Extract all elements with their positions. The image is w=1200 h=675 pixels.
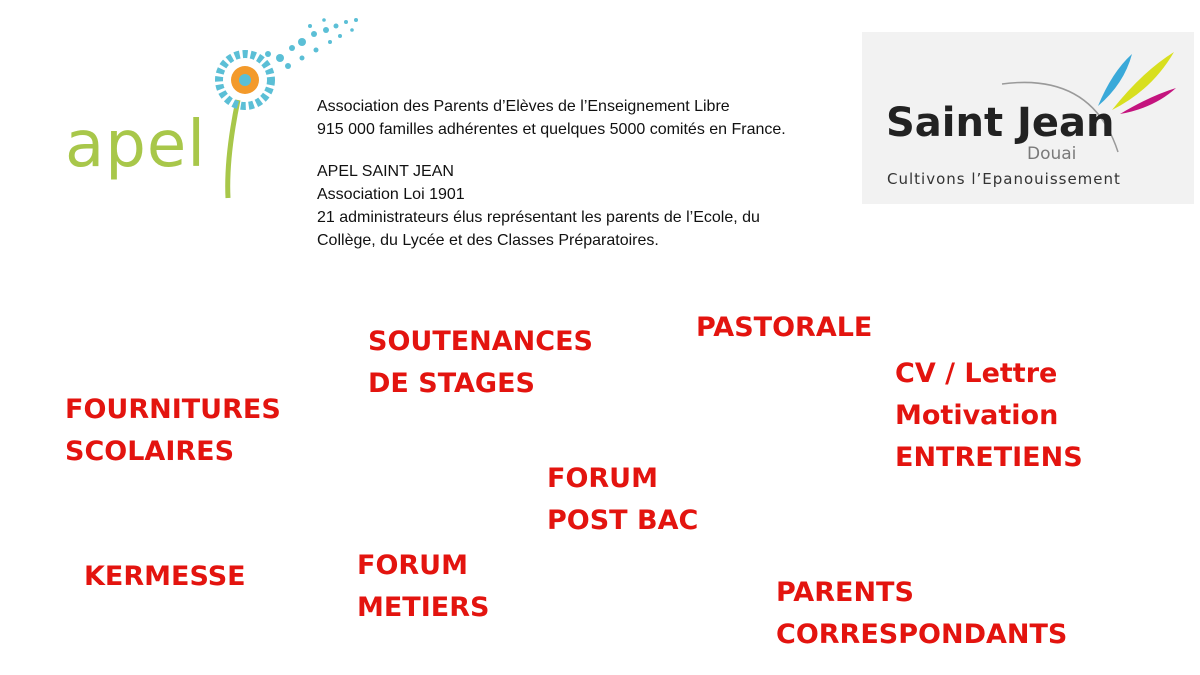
- saint-jean-wordmark: Saint Jean: [886, 100, 1115, 146]
- activity-forum-post-bac: [547, 458, 698, 542]
- activity-parents-correspondants: [776, 572, 1067, 656]
- activity-line: METIERS: [357, 592, 490, 623]
- intro-line: Association des Parents d’Elèves de l’Enseignement Libre: [317, 98, 730, 115]
- activity-soutenances: [368, 321, 593, 405]
- activity-line: SOUTENANCES: [368, 326, 593, 357]
- activity-line: FORUM: [357, 550, 468, 581]
- activity-line: DE STAGES: [368, 368, 535, 399]
- saint-jean-city: Douai: [1027, 144, 1077, 164]
- intro-line: 915 000 familles adhérentes et quelques 5000 comités en France.: [317, 121, 786, 138]
- activity-line: CV / Lettre: [895, 358, 1058, 389]
- activity-kermesse: [84, 556, 246, 598]
- activity-cv-motivation: [895, 353, 1083, 479]
- activity-fournitures: [65, 389, 281, 473]
- saint-jean-tagline: Cultivons l’Epanouissement: [887, 170, 1121, 188]
- intro-line: Collège, du Lycée et des Classes Préparatoires.: [317, 232, 659, 249]
- apel-wordmark: apel: [65, 108, 206, 182]
- saint-jean-logo: [862, 32, 1194, 204]
- intro-line: Association Loi 1901: [317, 186, 465, 203]
- activity-line: POST BAC: [547, 505, 699, 536]
- activity-line: PARENTS: [776, 577, 914, 608]
- apel-national-description: [317, 95, 786, 141]
- activity-line: FORUM: [547, 463, 658, 494]
- activity-line: ENTRETIENS: [895, 442, 1083, 473]
- intro-line: 21 administrateurs élus représentant les parents de l’Ecole, du: [317, 209, 760, 226]
- activity-line: FOURNITURES: [65, 394, 281, 425]
- apel-saint-jean-description: [317, 160, 760, 252]
- activity-line: SCOLAIRES: [65, 436, 235, 467]
- intro-line: APEL SAINT JEAN: [317, 163, 454, 180]
- activity-forum-metiers: [357, 545, 489, 629]
- activity-line: Motivation: [895, 400, 1059, 431]
- activity-line: KERMESSE: [84, 561, 246, 592]
- activity-line: CORRESPONDANTS: [776, 619, 1068, 650]
- activity-line: PASTORALE: [696, 312, 873, 343]
- activity-pastorale: [696, 307, 872, 349]
